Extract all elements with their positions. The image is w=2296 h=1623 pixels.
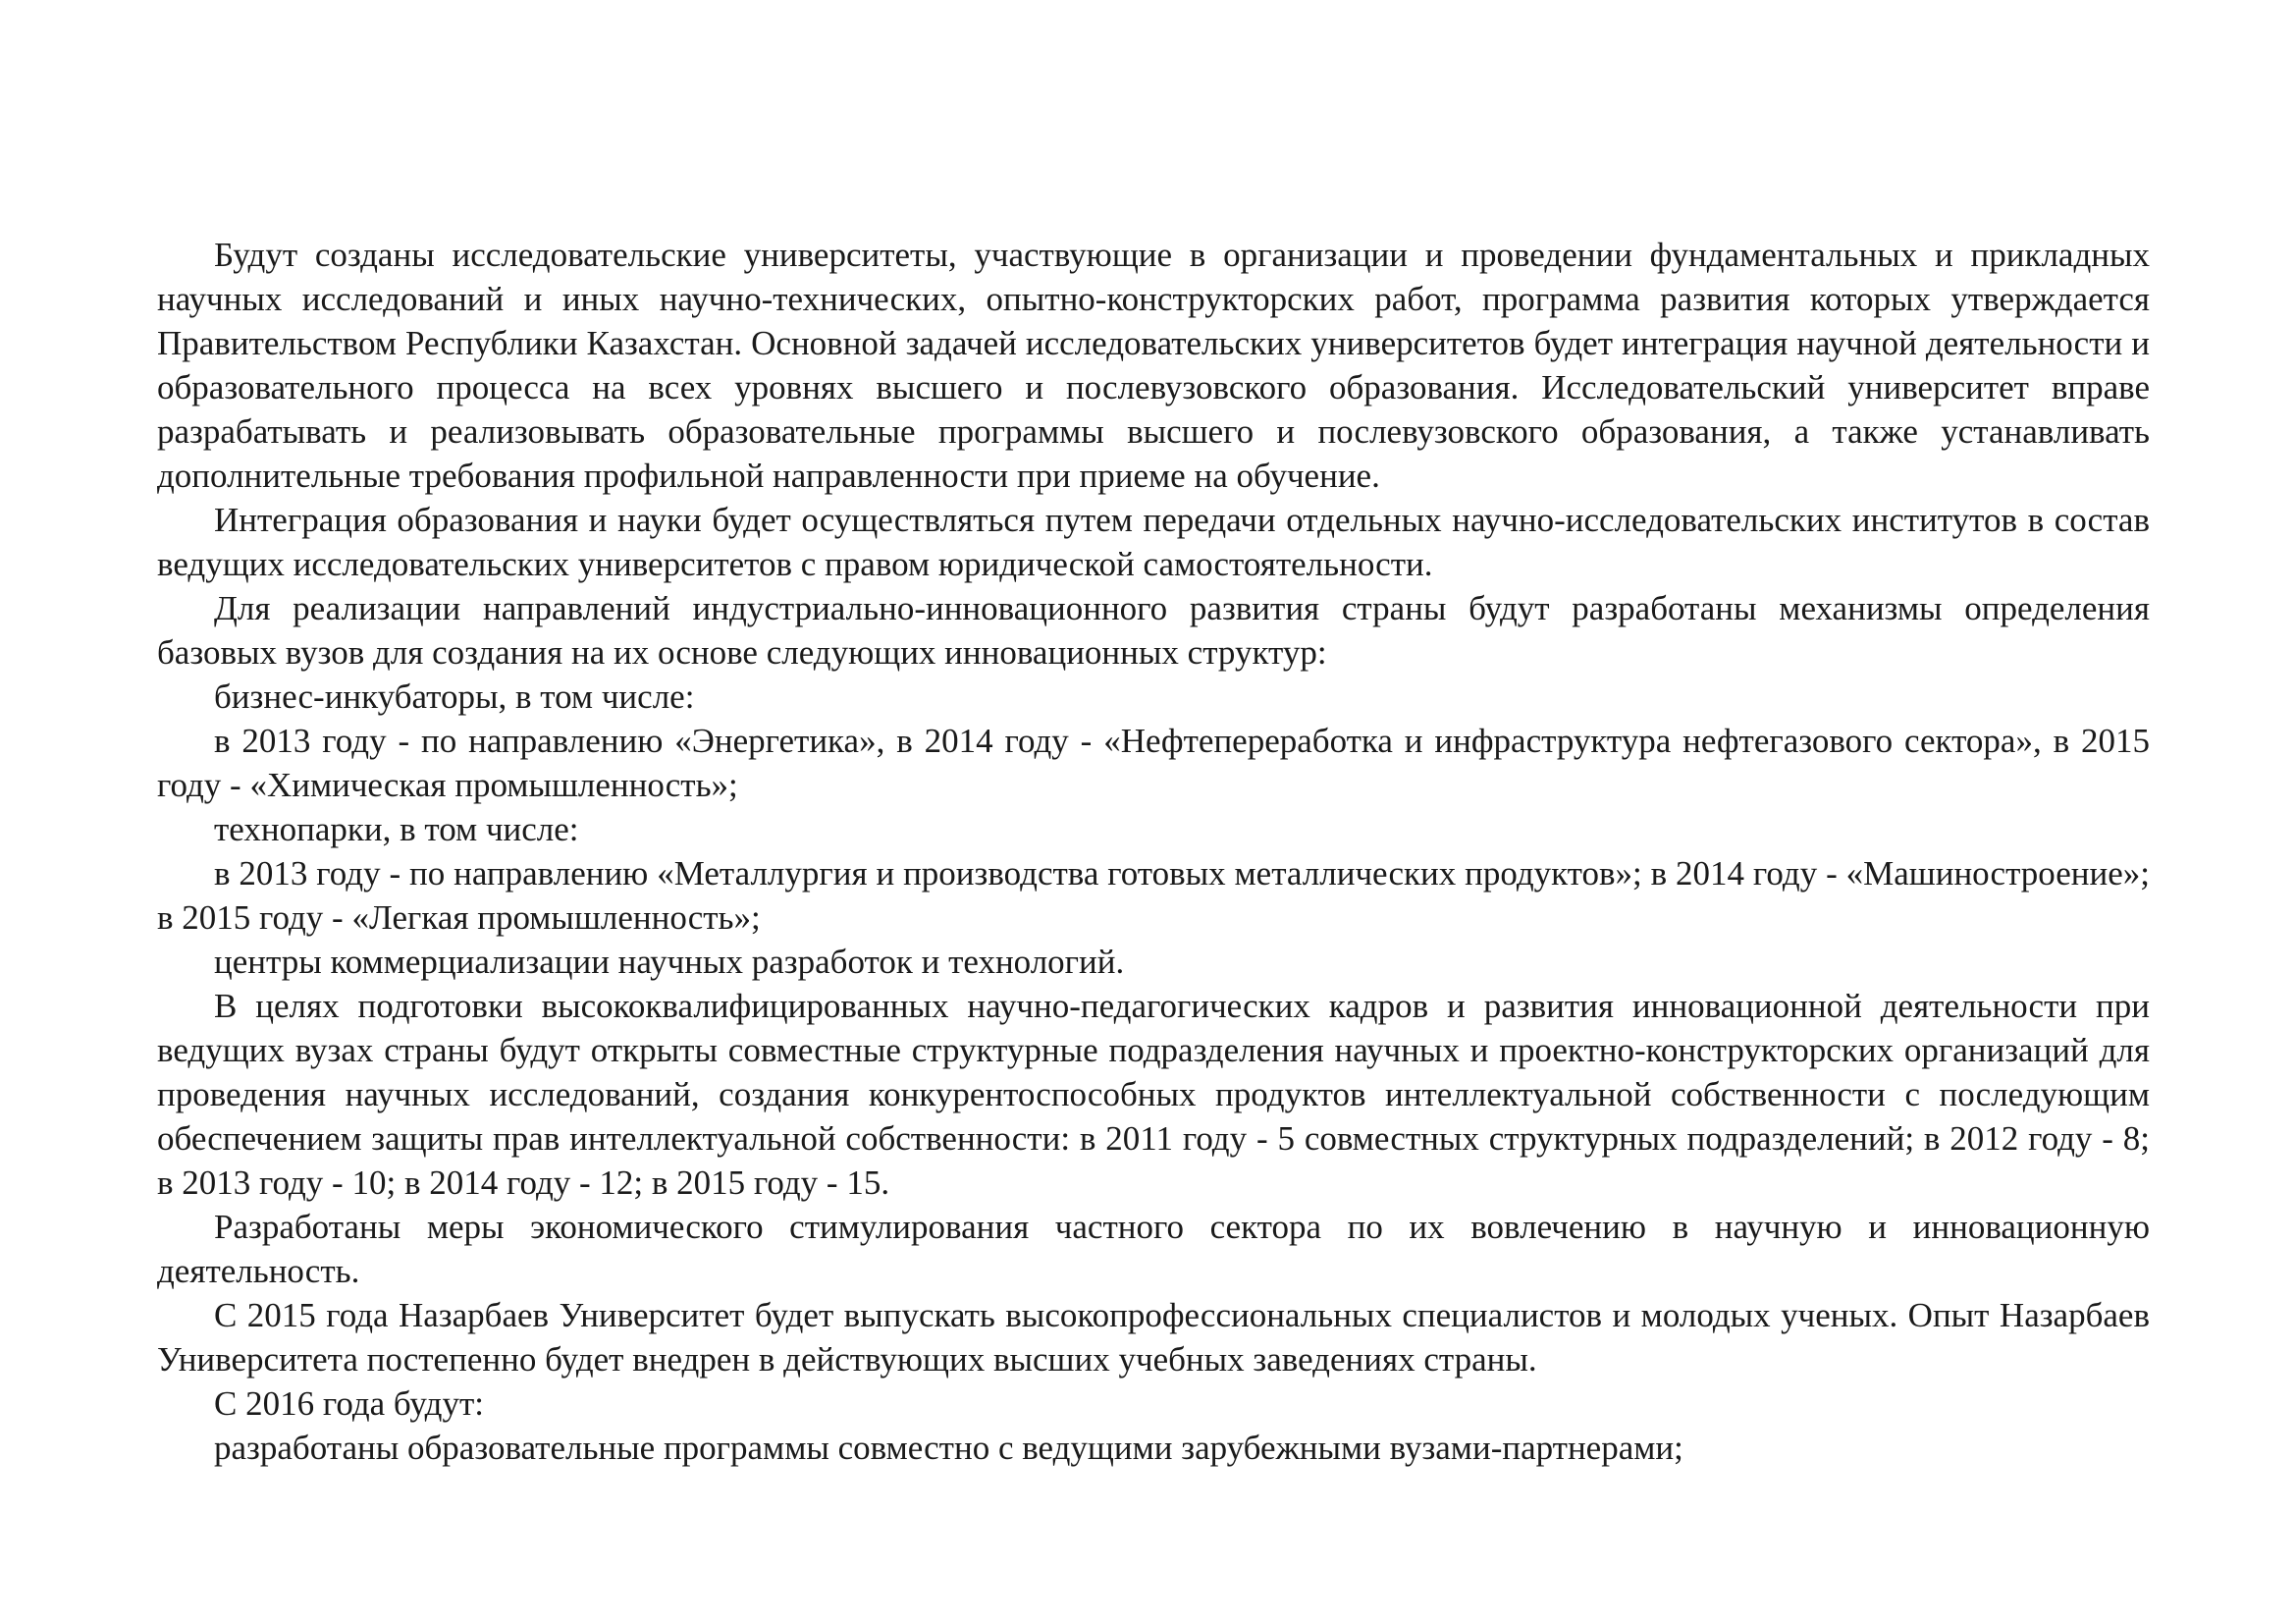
paragraph-innovation-structures: Для реализации направлений индустриально-инновационного развития страны будут разработаны механизмы определения базовых вузов для создания на их основе следующих инновационных структур: — [157, 589, 2150, 672]
paragraph-joint-programs: разработаны образовательные программы совместно с ведущими зарубежными вузами-партнерами; — [214, 1429, 1683, 1467]
paragraph-technoparks: технопарки, в том числе: — [214, 810, 579, 848]
paragraph-business-incubators: бизнес-инкубаторы, в том числе: — [214, 677, 695, 716]
paragraph-private-sector: Разработаны меры экономического стимулирования частного сектора по их вовлечению в научную и инновационную деятельность. — [157, 1208, 2150, 1290]
paragraph-from-2016: С 2016 года будут: — [214, 1384, 485, 1423]
paragraph-joint-divisions: В целях подготовки высококвалифицированных научно-педагогических кадров и развития инновационной деятельности при ведущих вузах страны будут открыты совместные структурные подразделения научных и проектно-конструкторских организаций для проведения научных исследований, создания конкурентоспособных продуктов интеллектуальной собственности с последующим обеспечением защиты прав интеллектуальной собственности: в 2011 году - 5 совместных структурных подразделений; в 2012 году - 8; в 2013 году - 10; в 2014 году - 12; в 2015 году - 15. — [157, 987, 2150, 1202]
paragraph-commercialization-centers: центры коммерциализации научных разработок и технологий. — [214, 943, 1125, 981]
paragraph-nazarbayev-university: С 2015 года Назарбаев Университет будет выпускать высокопрофессиональных специалистов и молодых ученых. Опыт Назарбаев Университета постепенно будет внедрен в действующих высших учебных заведениях страны. — [157, 1296, 2150, 1379]
document-page — [157, 233, 2150, 1470]
paragraph-research-universities: Будут созданы исследовательские университеты, участвующие в организации и проведении фундаментальных и прикладных научных исследований и иных научно-технических, опытно-конструкторских работ, программа развития которых утверждается Правительством Республики Казахстан. Основной задачей исследовательских университетов будет интеграция научной деятельности и образовательного процесса на всех уровнях высшего и послевузовского образования. Исследовательский университет вправе разрабатывать и реализовывать образовательные программы высшего и послевузовского образования, а также устанавливать дополнительные требования профильной направленности при приеме на обучение. — [157, 236, 2150, 495]
paragraph-integration: Интеграция образования и науки будет осуществляться путем передачи отдельных научно-исследовательских институтов в состав ведущих исследовательских университетов с правом юридической самостоятельности. — [157, 501, 2150, 583]
paragraph-technopark-years: в 2013 году - по направлению «Металлургия и производства готовых металлических продуктов»; в 2014 году - «Машиностроение»; в 2015 году - «Легкая промышленность»; — [157, 854, 2150, 937]
paragraph-incubator-years: в 2013 году - по направлению «Энергетика», в 2014 году - «Нефтепереработка и инфраструктура нефтегазового сектора», в 2015 году - «Химическая промышленность»; — [157, 722, 2150, 804]
